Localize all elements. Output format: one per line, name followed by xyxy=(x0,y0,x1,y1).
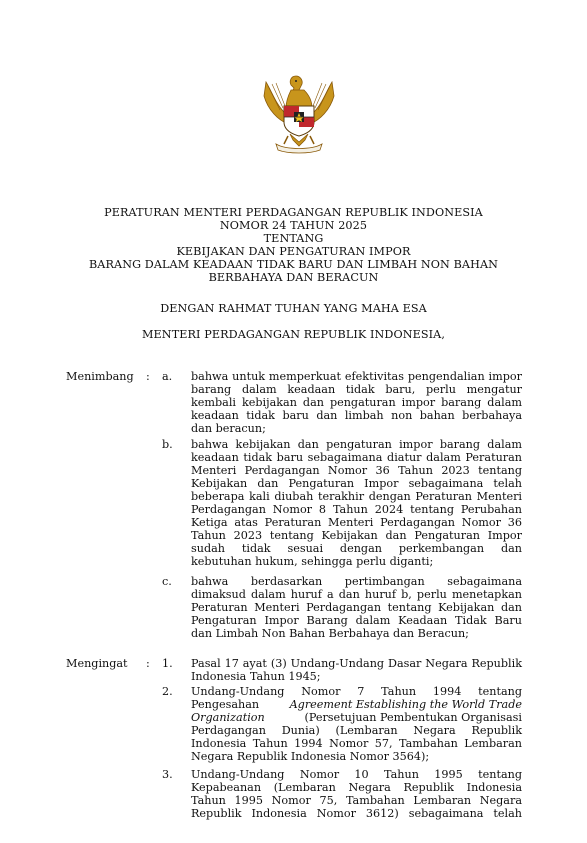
title-line: BERBAHAYA DAN BERACUN xyxy=(208,271,379,284)
invocation: DENGAN RAHMAT TUHAN YANG MAHA ESA xyxy=(160,302,427,315)
text-line: Kebijakan dan Pengaturan Impor sebagaimana telah xyxy=(191,477,522,490)
text-line: Perdagangan Nomor 8 Tahun 2024 tentang Perubahan xyxy=(191,503,522,516)
text-line: Ketiga atas Peraturan Menteri Perdagangan Nomor 36 xyxy=(191,516,522,529)
text-line: Tahun 2023 tentang Kebijakan dan Pengaturan Impor xyxy=(191,529,522,542)
text-line: bahwa berdasarkan pertimbangan sebagaimana xyxy=(191,575,522,588)
issuer: MENTERI PERDAGANGAN REPUBLIK INDONESIA, xyxy=(141,328,446,341)
title-line: PERATURAN MENTERI PERDAGANGAN REPUBLIK INDONESIA xyxy=(104,206,483,219)
garuda-pancasila-emblem xyxy=(258,70,340,156)
regulation-title xyxy=(0,206,587,284)
italic-text: Organization xyxy=(191,711,265,724)
colon: : xyxy=(146,657,150,670)
text-line: Kepabeanan (Lembaran Negara Republik Indonesia xyxy=(191,781,522,794)
mengingat-item-3 xyxy=(191,768,522,820)
text-line: dan beracun; xyxy=(191,422,266,435)
text-line: Undang-Undang Nomor 10 Tahun 1995 tentang xyxy=(191,768,522,781)
menimbang-item-a xyxy=(191,370,522,435)
text-line: Peraturan Menteri Perdagangan tentang Kebijakan dan xyxy=(191,601,522,614)
text-line: beberapa kali diubah terakhir dengan Peraturan Menteri xyxy=(191,490,522,503)
text-line: Tahun 1995 Nomor 75, Tambahan Lembaran Negara xyxy=(191,794,522,807)
title-line: BARANG DALAM KEADAAN TIDAK BARU DAN LIMBAH NON BAHAN xyxy=(88,258,499,271)
title-line: KEBIJAKAN DAN PENGATURAN IMPOR xyxy=(176,245,411,258)
text-line: bahwa untuk memperkuat efektivitas pengendalian impor xyxy=(191,370,522,383)
text-line: keadaan tidak baru dan limbah non bahan berbahaya xyxy=(191,409,522,422)
text-line: bahwa kebijakan dan pengaturan impor barang dalam xyxy=(191,438,522,451)
title-line: NOMOR 24 TAHUN 2025 xyxy=(219,219,368,232)
text-line xyxy=(191,698,522,711)
text-line: sudah tidak sesuai dengan perkembangan dan xyxy=(191,542,522,555)
text-line: Republik Indonesia Nomor 3612) sebagaimana telah xyxy=(191,807,522,820)
item-number: 2. xyxy=(162,685,173,698)
item-number: a. xyxy=(162,370,173,383)
title-line: TENTANG xyxy=(263,232,324,245)
text-line: keadaan tidak baru sebagaimana diatur dalam Peraturan xyxy=(191,451,522,464)
text-line: Indonesia Tahun 1994 Nomor 57, Tambahan Lembaran xyxy=(191,737,522,750)
mengingat-item-2 xyxy=(191,685,522,763)
text-line: Indonesia Tahun 1945; xyxy=(191,670,321,683)
colon: : xyxy=(146,370,150,383)
menimbang-label: Menimbang xyxy=(66,370,134,383)
item-number: c. xyxy=(162,575,172,588)
mengingat-label: Mengingat xyxy=(66,657,128,670)
text-line: dimaksud dalam huruf a dan huruf b, perlu menetapkan xyxy=(191,588,522,601)
item-number: 3. xyxy=(162,768,173,781)
text-line: Perdagangan Dunia) (Lembaran Negara Republik xyxy=(191,724,522,737)
item-number: 1. xyxy=(162,657,173,670)
menimbang-item-b xyxy=(191,438,522,568)
text-line: Undang-Undang Nomor 7 Tahun 1994 tentang xyxy=(191,685,522,698)
mengingat-item-1 xyxy=(191,657,522,683)
text-line: Pasal 17 ayat (3) Undang-Undang Dasar Negara Republik xyxy=(191,657,522,670)
text-line: Menteri Perdagangan Nomor 36 Tahun 2023 tentang xyxy=(191,464,522,477)
text-segment: (Persetujuan Pembentukan Organisasi xyxy=(304,711,522,724)
text-line: Pengaturan Impor Barang dalam Keadaan Tidak Baru xyxy=(191,614,522,627)
menimbang-item-c xyxy=(191,575,522,640)
text-line xyxy=(191,711,522,724)
item-number: b. xyxy=(162,438,173,451)
text-line: dan Limbah Non Bahan Berbahaya dan Beracun; xyxy=(191,627,469,640)
text-line: kembali kebijakan dan pengaturan impor barang dalam xyxy=(191,396,522,409)
text-segment: Pengesahan xyxy=(191,698,260,711)
text-line: barang dalam keadaan tidak baru, perlu mengatur xyxy=(191,383,522,396)
text-line: Negara Republik Indonesia Nomor 3564); xyxy=(191,750,430,763)
italic-text: Agreement Establishing the World Trade xyxy=(289,698,522,711)
text-line: kebutuhan hukum, sehingga perlu diganti; xyxy=(191,555,434,568)
